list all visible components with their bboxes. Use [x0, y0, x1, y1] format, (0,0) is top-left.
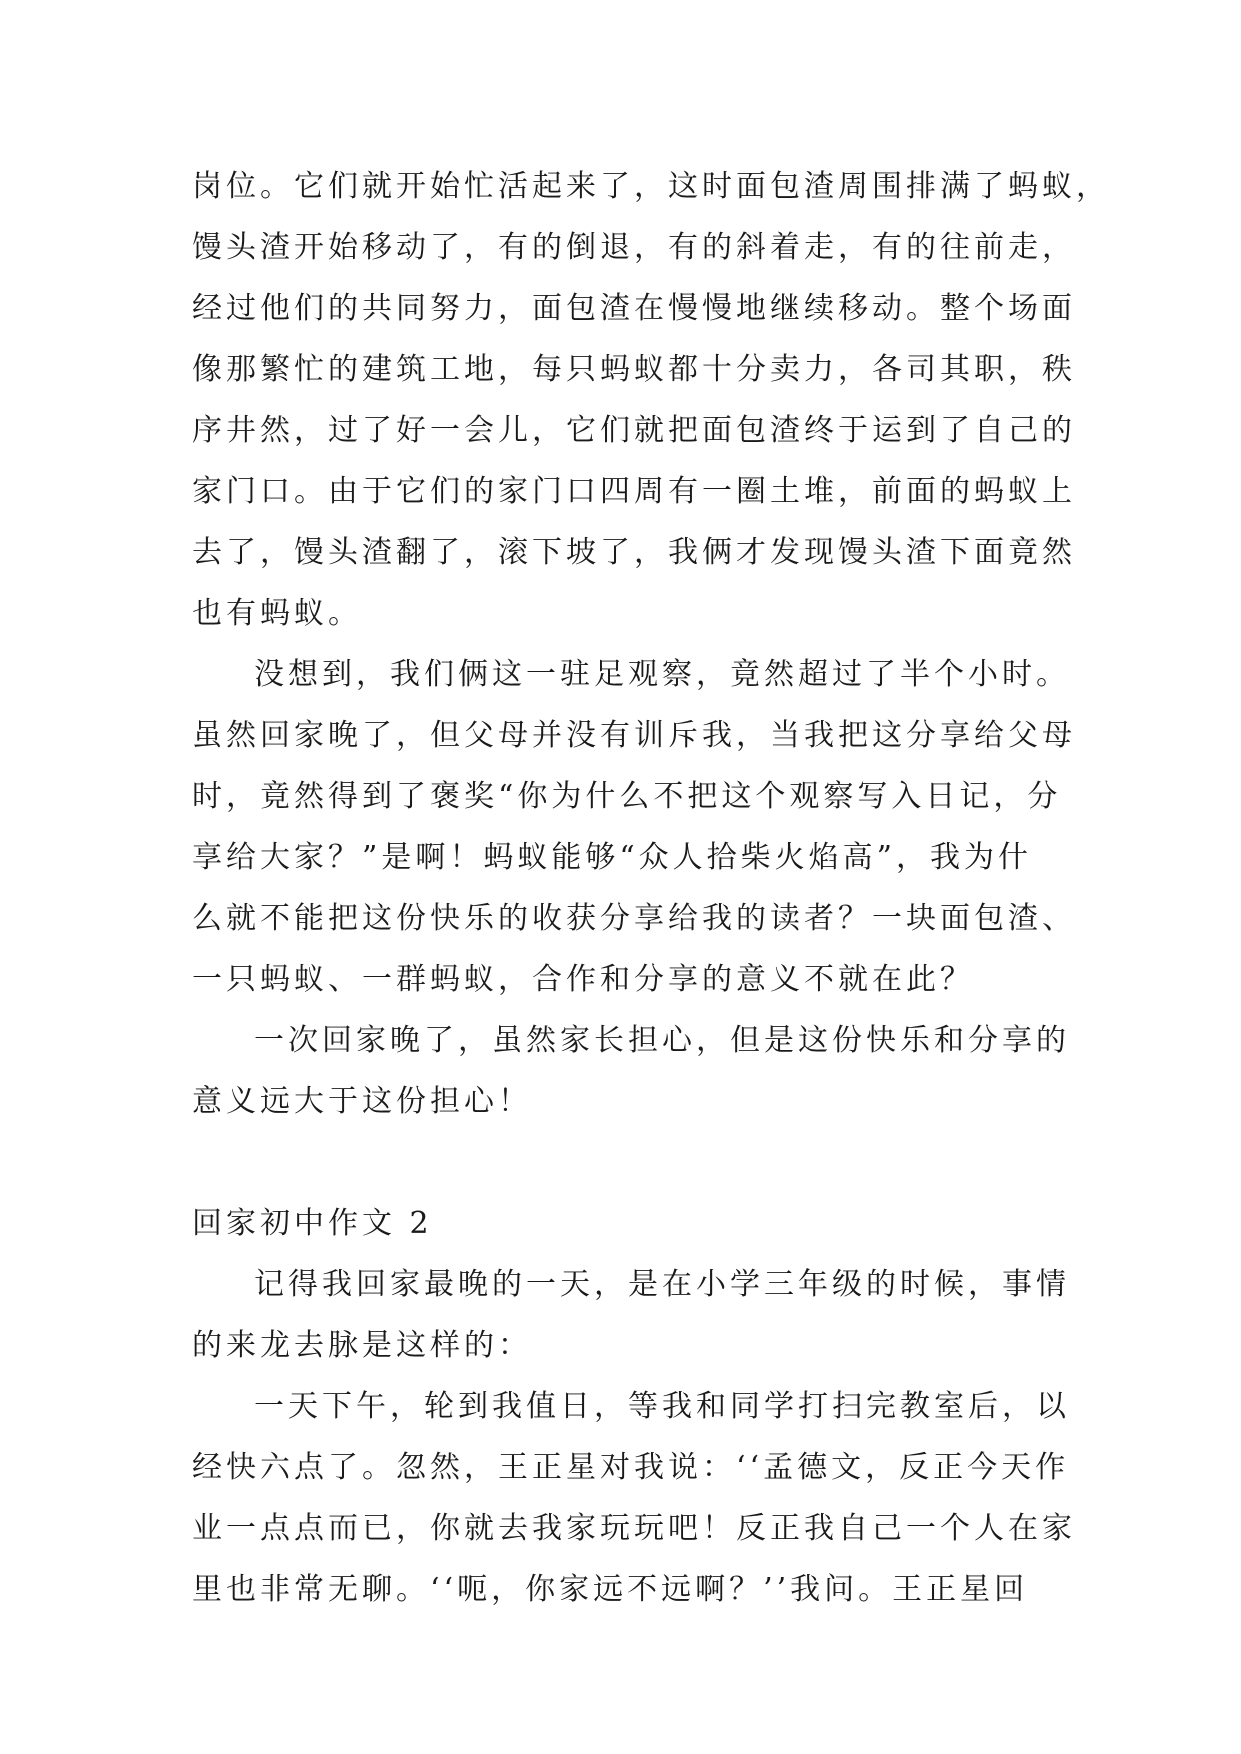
text-line: 一只蚂蚁、一群蚂蚁，合作和分享的意义不就在此？ [192, 962, 974, 997]
paragraph [192, 1376, 1076, 1620]
text-line: 像那繁忙的建筑工地，每只蚂蚁都十分卖力，各司其职，秩 [192, 352, 1076, 387]
text-line: 岗位。它们就开始忙活起来了，这时面包渣周围排满了蚂蚁， [192, 169, 1110, 204]
text-line: 虽然回家晚了，但父母并没有训斥我，当我把这分享给父母 [192, 718, 1076, 753]
paragraph [192, 156, 1110, 644]
text-line: 么就不能把这份快乐的收获分享给我的读者？一块面包渣、 [192, 901, 1076, 936]
section-title: 回家初中作文 2 [192, 1206, 433, 1241]
paragraph [192, 1254, 1070, 1376]
paragraph [192, 1010, 1070, 1132]
text-line: 去了，馒头渣翻了，滚下坡了，我俩才发现馒头渣下面竟然 [192, 535, 1076, 570]
text-line: 家门口。由于它们的家门口四周有一圈土堆，前面的蚂蚁上 [192, 474, 1076, 509]
text-line: 经快六点了。忽然，王正星对我说：‘‘孟德文，反正今天作 [192, 1450, 1070, 1485]
text-line: 一次回家晚了，虽然家长担心，但是这份快乐和分享的 [254, 1023, 1070, 1058]
text-line: 时，竟然得到了褒奖“你为什么不把这个观察写入日记，分 [192, 779, 1062, 814]
text-line: 也有蚂蚁。 [192, 596, 362, 631]
text-line: 记得我回家最晚的一天，是在小学三年级的时候，事情 [254, 1267, 1070, 1302]
text-line: 馒头渣开始移动了，有的倒退，有的斜着走，有的往前走， [192, 230, 1076, 265]
text-line: 享给大家？”是啊！蚂蚁能够“众人拾柴火焰高”，我为什 [192, 840, 1033, 875]
text-line: 经过他们的共同努力，面包渣在慢慢地继续移动。整个场面 [192, 291, 1076, 326]
text-line: 一天下午，轮到我值日，等我和同学打扫完教室后，以 [254, 1389, 1070, 1424]
text-line: 的来龙去脉是这样的： [192, 1328, 532, 1363]
text-line: 序井然，过了好一会儿，它们就把面包渣终于运到了自己的 [192, 413, 1076, 448]
text-line: 意义远大于这份担心！ [192, 1084, 532, 1119]
text-line: 里也非常无聊。‘‘呃，你家远不远啊？’’我问。王正星回 [192, 1572, 1029, 1607]
section-gap [192, 1132, 1062, 1193]
text-line: 业一点点而已，你就去我家玩玩吧！反正我自己一个人在家 [192, 1511, 1076, 1546]
document-body [192, 156, 1110, 1620]
text-line: 没想到，我们俩这一驻足观察，竟然超过了半个小时。 [254, 657, 1070, 692]
paragraph [192, 644, 1076, 1010]
